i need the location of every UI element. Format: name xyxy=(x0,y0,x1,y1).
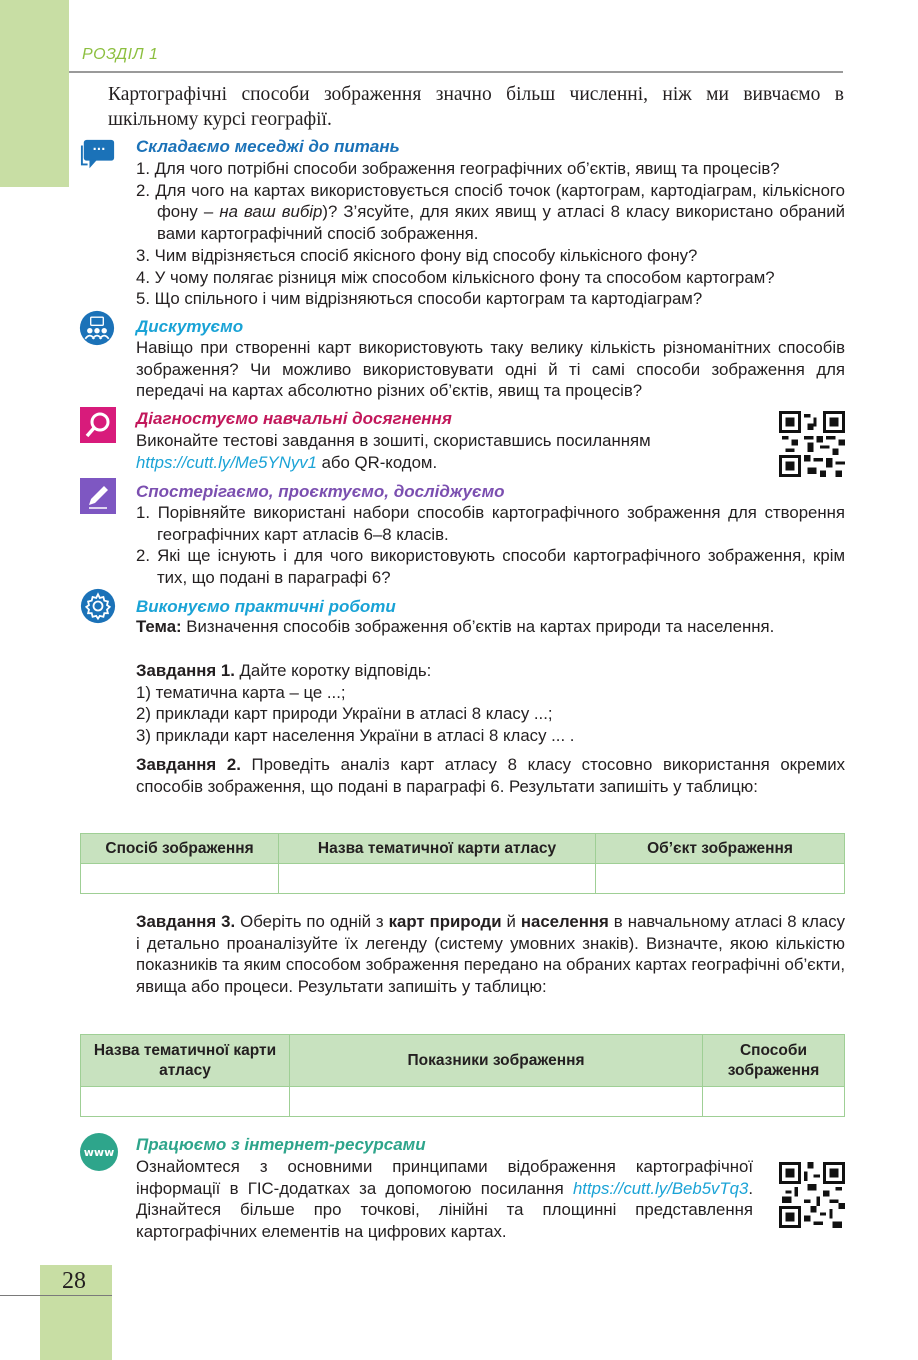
task1-item: 3) приклади карт населення України в атласі 8 класу ... . xyxy=(136,726,575,746)
chat-bubble-icon xyxy=(80,137,116,173)
question-item: 3. Чим відрізняється спосіб якісного фону від способу кількісного фону? xyxy=(136,245,698,265)
table-methods xyxy=(80,833,845,894)
table-cell[interactable] xyxy=(81,864,279,894)
practical-theme: Тема: Визначення способів зображення об’єктів на картах природи та населення. xyxy=(136,617,775,636)
task-item: 1. Порівняйте використані набори способів картографічного зображення для створення географічних карт атласів 6–8 класів. xyxy=(136,503,845,544)
task-item: 2. Які ще існують і для чого використовують способи картографічного зображення, крім тих, що подані в параграфі 6? xyxy=(136,546,845,588)
internet-text: Ознайомтеся з основними принципами відображення картографічної інформації в ГІС-додатках за допомогою посилання https://cutt.ly/Beb5vTq3. Дізнайтеся більше про точкові, лінійні та площинні представлення картографічних елементів на цифрових картах. xyxy=(136,1157,753,1242)
internet-link[interactable]: https://cutt.ly/Beb5vTq3 xyxy=(572,1178,749,1198)
intro-paragraph: Картографічні способи зображення значно більш численні, ніж ми вивчаємо в шкільному курсі географії. xyxy=(108,84,844,130)
table-header-cell: Об’єкт зображення xyxy=(596,834,845,864)
question-item: 4. У чому полягає різниця між способом кількісного фону та способом картограм? xyxy=(136,267,775,287)
observe-tasks xyxy=(136,502,845,589)
table-header-cell: Назва тематичної карти атласу xyxy=(279,834,596,864)
diagnose-text: Виконайте тестові завдання в зошиті, скориставшись посиланням https://cutt.ly/Me5YNyv1 або QR-кодом. xyxy=(136,431,651,472)
messages-heading: Складаємо меседжі до питань xyxy=(136,137,400,156)
discuss-heading: Дискутуємо xyxy=(136,317,244,336)
table-legend xyxy=(80,1034,845,1117)
table-cell[interactable] xyxy=(703,1087,845,1117)
task1-item: 1) тематична карта – це ...; xyxy=(136,682,346,702)
task1: Завдання 1. Дайте коротку відповідь: 1) тематична карта – це ...; 2) приклади карт природи України в атласі 8 класу ...; 3) приклади карт населення України в атласі 8 класу ... . xyxy=(136,660,845,747)
question-item: 2. Для чого на картах використовується спосіб точок (картограм, картодіаграм, кількісного фону – на ваш вибір)? З’ясуйте, для яких явищ у атласі 8 класу використано обраний вами картографічний спосіб зображення. xyxy=(136,180,845,244)
table-cell[interactable] xyxy=(279,864,596,894)
svg-text:···: ··· xyxy=(92,142,106,157)
table-header-cell: Спосіб зображення xyxy=(81,834,279,864)
table-header-cell: Способи зображення xyxy=(703,1035,845,1087)
table-cell[interactable] xyxy=(290,1087,703,1117)
task1-item: 2) приклади карт природи України в атласі 8 класу ...; xyxy=(136,704,553,724)
gear-icon xyxy=(80,588,116,624)
table-cell[interactable] xyxy=(81,1087,290,1117)
footer-rule xyxy=(0,1295,112,1296)
diagnose-heading: Діагностуємо навчальні досягнення xyxy=(136,409,452,428)
page-number: 28 xyxy=(62,1268,86,1294)
question-item: 5. Що спільного і чим відрізняються способи картограм та картодіаграм? xyxy=(136,289,703,309)
task2: Завдання 2. Проведіть аналіз карт атласу 8 класу стосовно використання окремих способів зображення, що подані в параграфі 6. Результати запишіть у таблицю: xyxy=(136,755,845,796)
qr-code-internet[interactable] xyxy=(779,1162,845,1228)
qr-code-diagnose[interactable] xyxy=(779,411,845,477)
header-rule xyxy=(69,71,843,73)
section-label: РОЗДІЛ 1 xyxy=(82,46,159,63)
table-header-cell: Назва тематичної карти атласу xyxy=(81,1035,290,1087)
table-header-cell: Показники зображення xyxy=(290,1035,703,1087)
pencil-icon xyxy=(80,478,116,514)
observe-heading: Спостерігаємо, проєктуємо, досліджуємо xyxy=(136,482,505,501)
messages-questions xyxy=(136,158,845,310)
chapter-color-tab xyxy=(0,0,69,187)
magnifier-icon xyxy=(80,407,116,443)
discuss-text: Навіщо при створенні карт використовують таку велику кількість різноманітних способів зображення? Чи можливо використовувати одні й ті самі способи зображення для передачі на картах абсолютно різних об’єктів, явищ та процесів? xyxy=(136,338,845,401)
task3: Завдання 3. Оберіть по одній з карт природи й населення в навчальному атласі 8 класу і детально проаналізуйте їх легенду (систему умовних знаків). Визначте, якою кількістю показників та яким способом зображення передано на обраних картах географічні об’єкти, явища або процеси. Результати запишіть у таблицю: xyxy=(136,912,845,997)
discussion-group-icon xyxy=(79,310,115,346)
practical-heading: Виконуємо практичні роботи xyxy=(136,597,396,616)
diagnose-link[interactable]: https://cutt.ly/Me5YNyv1 xyxy=(136,452,317,472)
internet-heading: Працюємо з інтернет-ресурсами xyxy=(136,1135,426,1154)
question-item: 1. Для чого потрібні способи зображення географічних об’єктів, явищ та процесів? xyxy=(136,159,780,178)
www-icon xyxy=(79,1132,119,1172)
svg-text:www: www xyxy=(83,1146,115,1159)
table-cell[interactable] xyxy=(596,864,845,894)
